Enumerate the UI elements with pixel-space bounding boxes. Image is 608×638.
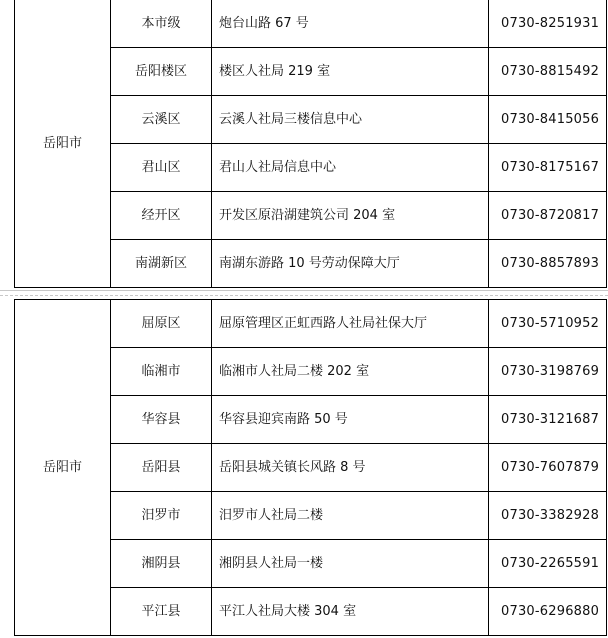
- phone-cell: 0730-3121687: [489, 396, 607, 444]
- phone-cell: 0730-8251931: [489, 0, 607, 48]
- city-cell: 岳阳市: [15, 300, 111, 636]
- phone-cell: 0730-8857893: [489, 240, 607, 288]
- phone-cell: 0730-8175167: [489, 144, 607, 192]
- phone-cell: 0730-6296880: [489, 588, 607, 636]
- phone-cell: 0730-8415056: [489, 96, 607, 144]
- address-cell: 临湘市人社局二楼 202 室: [212, 348, 489, 396]
- district-cell: 南湖新区: [111, 240, 212, 288]
- district-cell: 华容县: [111, 396, 212, 444]
- district-cell: 云溪区: [111, 96, 212, 144]
- city-cell: 岳阳市: [15, 0, 111, 288]
- district-cell: 汨罗市: [111, 492, 212, 540]
- address-cell: 汨罗市人社局二楼: [212, 492, 489, 540]
- contact-table-upper: [14, 0, 607, 288]
- district-cell: 岳阳县: [111, 444, 212, 492]
- address-cell: 屈原管理区正虹西路人社局社保大厅: [212, 300, 489, 348]
- phone-cell: 0730-3382928: [489, 492, 607, 540]
- phone-cell: 0730-3198769: [489, 348, 607, 396]
- district-cell: 岳阳楼区: [111, 48, 212, 96]
- district-cell: 临湘市: [111, 348, 212, 396]
- phone-cell: 0730-2265591: [489, 540, 607, 588]
- district-cell: 屈原区: [111, 300, 212, 348]
- address-cell: 开发区原沿湖建筑公司 204 室: [212, 192, 489, 240]
- address-cell: 湘阴县人社局一楼: [212, 540, 489, 588]
- address-cell: 南湖东游路 10 号劳动保障大厅: [212, 240, 489, 288]
- address-cell: 平江人社局大楼 304 室: [212, 588, 489, 636]
- address-cell: 华容县迎宾南路 50 号: [212, 396, 489, 444]
- address-cell: 岳阳县城关镇长风路 8 号: [212, 444, 489, 492]
- district-cell: 君山区: [111, 144, 212, 192]
- contact-table-lower: [14, 299, 607, 636]
- phone-cell: 0730-5710952: [489, 300, 607, 348]
- district-cell: 本市级: [111, 0, 212, 48]
- phone-cell: 0730-8720817: [489, 192, 607, 240]
- table-row: [15, 300, 607, 348]
- district-cell: 平江县: [111, 588, 212, 636]
- address-cell: 君山人社局信息中心: [212, 144, 489, 192]
- district-cell: 经开区: [111, 192, 212, 240]
- table-row: [15, 0, 607, 48]
- phone-cell: 0730-8815492: [489, 48, 607, 96]
- phone-cell: 0730-7607879: [489, 444, 607, 492]
- page-break-line: [0, 295, 608, 296]
- address-cell: 炮台山路 67 号: [212, 0, 489, 48]
- address-cell: 云溪人社局三楼信息中心: [212, 96, 489, 144]
- page-break-line: [0, 290, 608, 291]
- address-cell: 楼区人社局 219 室: [212, 48, 489, 96]
- district-cell: 湘阴县: [111, 540, 212, 588]
